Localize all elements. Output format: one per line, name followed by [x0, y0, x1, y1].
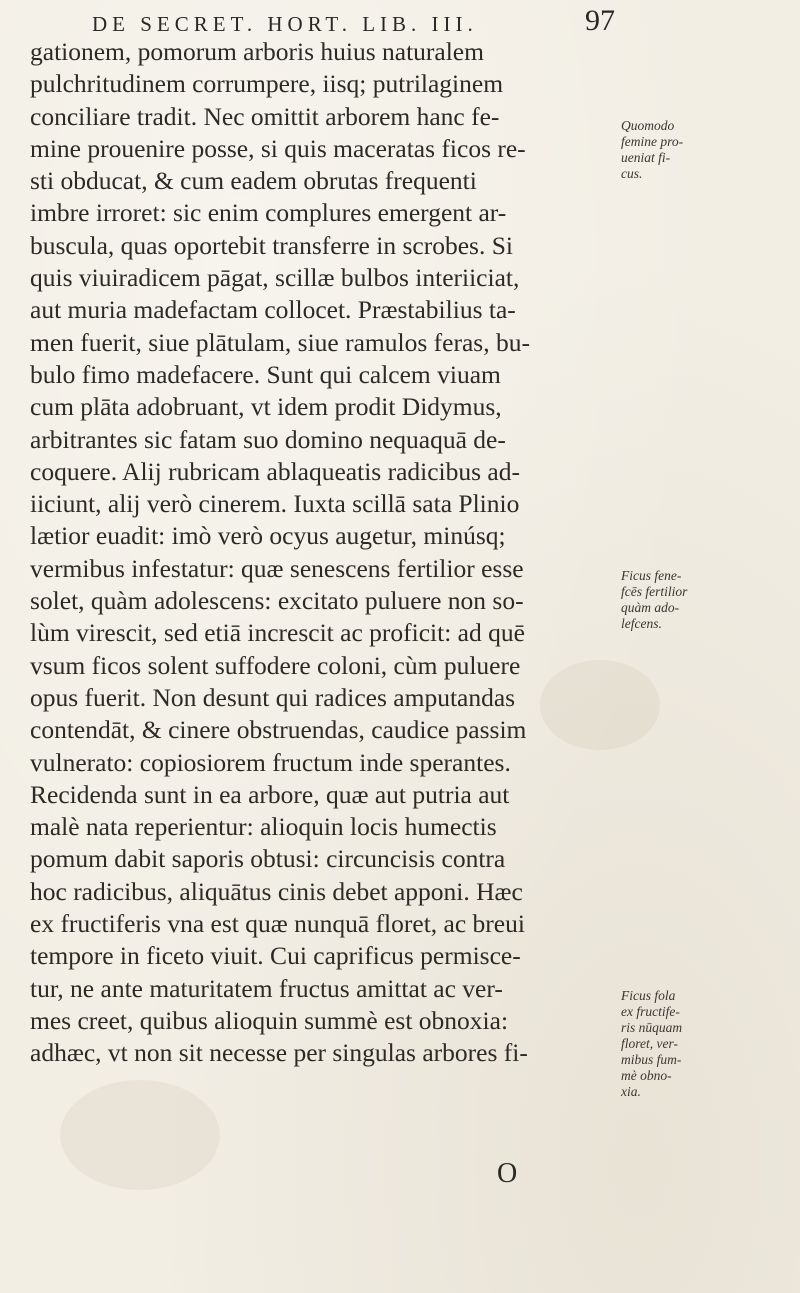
margin-note-line: Quomodo — [621, 118, 675, 133]
text-line: sti obducat, & cum eadem obrutas frequenti — [30, 166, 477, 196]
margin-note-line: lefcens. — [621, 616, 662, 631]
text-line: arbitrantes sic fatam suo domino nequaquā de- — [30, 424, 506, 454]
text-line: vsum ficos solent suffodere coloni, cùm puluere — [30, 650, 521, 680]
page-number: 97 — [585, 4, 615, 37]
text-line: buscula, quas oportebit transferre in scrobes. Si — [30, 230, 513, 260]
text-line: quis viuiradicem pāgat, scillæ bulbos interiiciat, — [30, 263, 520, 293]
text-line: malè nata reperientur: alioquin locis humectis — [30, 812, 497, 842]
text-line: vermibus infestatur: quæ senescens fertilior esse — [30, 553, 524, 583]
margin-note-line: ex fructife- — [621, 1004, 680, 1019]
margin-note-propagation — [621, 118, 799, 182]
main-text — [30, 36, 620, 1070]
text-line: coquere. Alij rubricam ablaqueatis radicibus ad- — [30, 456, 520, 486]
margin-note-line: mè obno- — [621, 1068, 672, 1083]
text-line: gationem, pomorum arboris huius naturalem — [30, 37, 484, 66]
text-line: hoc radicibus, aliquātus cinis debet apponi. Hæc — [30, 876, 523, 906]
text-line: contendāt, & cinere obstruendas, caudice passim — [30, 715, 527, 745]
text-line: imbre irroret: sic enim complures emergent ar- — [30, 198, 507, 228]
text-line: vulnerato: copiosiorem fructum inde sperantes. — [30, 747, 511, 777]
text-line: mes creet, quibus alioquin summè est obnoxia: — [30, 1005, 509, 1035]
margin-note-line: ueniat fi- — [621, 150, 671, 165]
text-line: bulo fimo madefacere. Sunt qui calcem viuam — [30, 359, 501, 389]
text-line: tempore in ficeto viuit. Cui caprificus permisce- — [30, 941, 521, 971]
margin-note-line: cus. — [621, 166, 643, 181]
margin-note-line: xia. — [621, 1084, 641, 1099]
text-line: opus fuerit. Non desunt qui radices amputandas — [30, 682, 516, 712]
text-line: iiciunt, alij verò cinerem. Iuxta scillā sata Plinio — [30, 489, 520, 519]
margin-note-line: quàm ado- — [621, 600, 680, 615]
margin-note-line: ris nūquam — [621, 1020, 683, 1035]
text-line: conciliare tradit. Nec omittit arborem hanc fe- — [30, 101, 500, 131]
margin-note-line: fcēs fertilior — [621, 584, 688, 599]
margin-note-aging-fig — [621, 568, 799, 632]
paper-stain — [60, 1080, 220, 1190]
text-line: pulchritudinem corrumpere, iisq; putrilaginem — [30, 69, 504, 99]
text-line: lùm virescit, sed etiā increscit ac proficit: ad quē — [30, 618, 525, 648]
text-line: lætior euadit: imò verò ocyus augetur, minúsq; — [30, 521, 506, 551]
text-line: ex fructiferis vna est quæ nunquā floret, ac breui — [30, 909, 525, 939]
margin-note-line: Ficus fola — [621, 988, 676, 1003]
text-line: adhæc, vt non sit necesse per singulas arbores fi- — [30, 1038, 528, 1068]
text-line: solet, quàm adolescens: excitato puluere non so- — [30, 586, 524, 616]
text-line: aut muria madefactam collocet. Præstabilius ta- — [30, 295, 516, 325]
running-head-title: DE SECRET. HORT. LIB. III. — [92, 12, 478, 36]
margin-note-never-flowers — [621, 988, 799, 1100]
catchword: O — [497, 1158, 518, 1189]
text-line: Recidenda sunt in ea arbore, quæ aut putria aut — [30, 779, 510, 809]
margin-note-line: mibus fum- — [621, 1052, 682, 1067]
margin-note-line: Ficus fene- — [621, 568, 682, 583]
margin-note-line: floret, ver- — [621, 1036, 678, 1051]
text-line: cum plāta adobruant, vt idem prodit Didymus, — [30, 392, 502, 422]
margin-note-line: femine pro- — [621, 134, 684, 149]
text-line: pomum dabit saporis obtusi: circuncisis contra — [30, 844, 506, 874]
text-line: mine prouenire posse, si quis maceratas ficos re- — [30, 133, 526, 163]
text-line: tur, ne ante maturitatem fructus amittat ac ver- — [30, 973, 503, 1003]
text-line: men fuerit, siue plātulam, siue ramulos feras, bu- — [30, 327, 530, 357]
